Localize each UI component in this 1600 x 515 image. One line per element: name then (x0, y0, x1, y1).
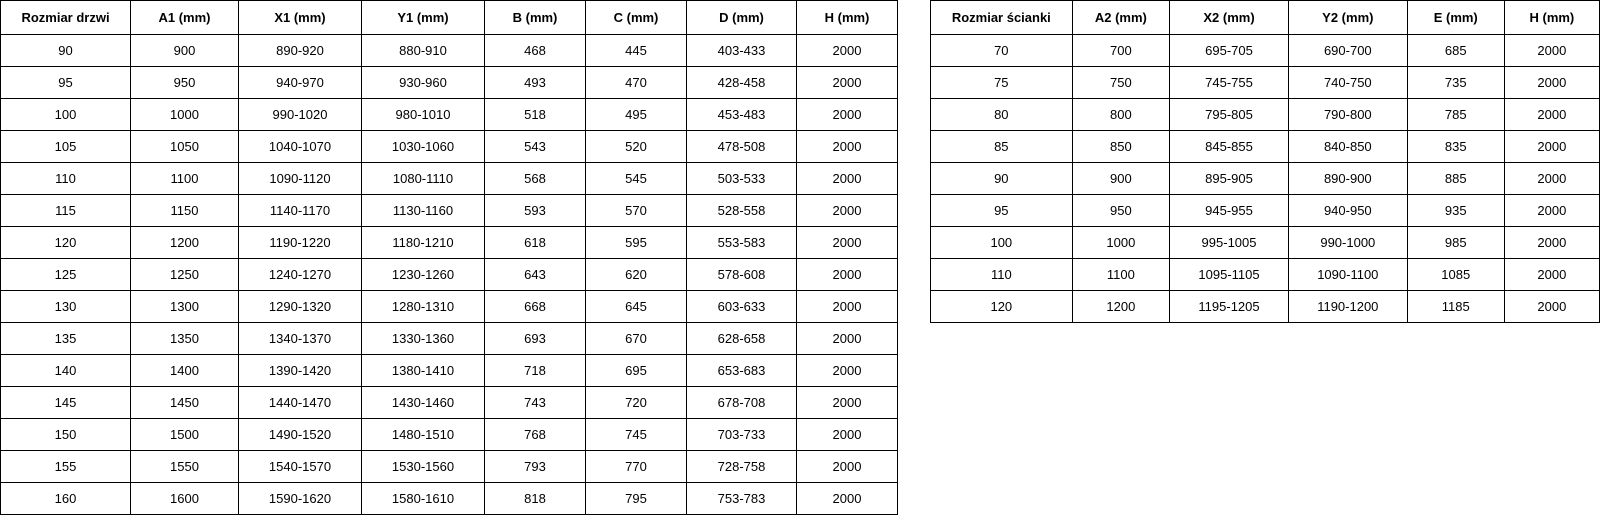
doors-cell: 1290-1320 (239, 291, 362, 323)
walls-cell: 985 (1407, 227, 1504, 259)
doors-cell: 1530-1560 (362, 451, 485, 483)
doors-cell: 603-633 (687, 291, 797, 323)
table-row (931, 259, 1600, 291)
walls-column-header: A2 (mm) (1072, 1, 1169, 35)
doors-cell: 1550 (131, 451, 239, 483)
doors-cell: 140 (1, 355, 131, 387)
doors-cell: 595 (586, 227, 687, 259)
doors-cell: 718 (485, 355, 586, 387)
table-row (1, 387, 898, 419)
doors-cell: 1050 (131, 131, 239, 163)
walls-cell: 1000 (1072, 227, 1169, 259)
doors-cell: 795 (586, 483, 687, 515)
doors-cell: 110 (1, 163, 131, 195)
table-row (1, 227, 898, 259)
table-row (931, 35, 1600, 67)
walls-cell: 685 (1407, 35, 1504, 67)
walls-cell: 945-955 (1170, 195, 1289, 227)
doors-cell: 1030-1060 (362, 131, 485, 163)
doors-cell: 553-583 (687, 227, 797, 259)
doors-cell: 745 (586, 419, 687, 451)
doors-cell: 403-433 (687, 35, 797, 67)
walls-cell: 1200 (1072, 291, 1169, 323)
walls-cell: 2000 (1504, 99, 1599, 131)
doors-cell: 115 (1, 195, 131, 227)
walls-cell: 900 (1072, 163, 1169, 195)
doors-cell: 1080-1110 (362, 163, 485, 195)
doors-cell: 2000 (797, 451, 898, 483)
doors-cell: 528-558 (687, 195, 797, 227)
doors-cell: 643 (485, 259, 586, 291)
doors-cell: 900 (131, 35, 239, 67)
walls-cell: 950 (1072, 195, 1169, 227)
table-row (1, 259, 898, 291)
walls-column-header: X2 (mm) (1170, 1, 1289, 35)
doors-cell: 478-508 (687, 131, 797, 163)
walls-dimensions-table (930, 0, 1600, 323)
doors-cell: 1100 (131, 163, 239, 195)
doors-cell: 1340-1370 (239, 323, 362, 355)
doors-cell: 1490-1520 (239, 419, 362, 451)
walls-cell: 890-900 (1288, 163, 1407, 195)
doors-cell: 470 (586, 67, 687, 99)
doors-cell: 2000 (797, 387, 898, 419)
doors-cell: 1380-1410 (362, 355, 485, 387)
doors-cell: 2000 (797, 227, 898, 259)
table-row (931, 195, 1600, 227)
walls-cell: 75 (931, 67, 1073, 99)
doors-cell: 1190-1220 (239, 227, 362, 259)
walls-column-header: H (mm) (1504, 1, 1599, 35)
walls-cell: 695-705 (1170, 35, 1289, 67)
doors-cell: 100 (1, 99, 131, 131)
doors-cell: 753-783 (687, 483, 797, 515)
doors-cell: 768 (485, 419, 586, 451)
table-row (931, 131, 1600, 163)
doors-cell: 880-910 (362, 35, 485, 67)
walls-cell: 110 (931, 259, 1073, 291)
walls-cell: 2000 (1504, 163, 1599, 195)
table-header-row (1, 1, 898, 35)
walls-column-header: Rozmiar ścianki (931, 1, 1073, 35)
doors-cell: 1040-1070 (239, 131, 362, 163)
doors-cell: 518 (485, 99, 586, 131)
doors-cell: 653-683 (687, 355, 797, 387)
doors-cell: 2000 (797, 323, 898, 355)
doors-cell: 95 (1, 67, 131, 99)
walls-cell: 785 (1407, 99, 1504, 131)
table-row (1, 291, 898, 323)
walls-cell: 1095-1105 (1170, 259, 1289, 291)
doors-cell: 468 (485, 35, 586, 67)
doors-cell: 2000 (797, 35, 898, 67)
doors-cell: 990-1020 (239, 99, 362, 131)
doors-column-header: A1 (mm) (131, 1, 239, 35)
doors-cell: 2000 (797, 483, 898, 515)
doors-cell: 1440-1470 (239, 387, 362, 419)
doors-cell: 1450 (131, 387, 239, 419)
walls-cell: 850 (1072, 131, 1169, 163)
walls-cell: 800 (1072, 99, 1169, 131)
doors-cell: 1000 (131, 99, 239, 131)
walls-cell: 2000 (1504, 227, 1599, 259)
doors-cell: 503-533 (687, 163, 797, 195)
doors-cell: 593 (485, 195, 586, 227)
doors-cell: 1240-1270 (239, 259, 362, 291)
doors-cell: 1090-1120 (239, 163, 362, 195)
table-row (1, 67, 898, 99)
doors-cell: 125 (1, 259, 131, 291)
walls-cell: 1090-1100 (1288, 259, 1407, 291)
doors-cell: 1150 (131, 195, 239, 227)
walls-cell: 935 (1407, 195, 1504, 227)
doors-cell: 980-1010 (362, 99, 485, 131)
doors-cell: 120 (1, 227, 131, 259)
table-header-row (931, 1, 1600, 35)
doors-column-header: X1 (mm) (239, 1, 362, 35)
doors-cell: 2000 (797, 259, 898, 291)
table-row (1, 419, 898, 451)
walls-cell: 80 (931, 99, 1073, 131)
walls-cell: 90 (931, 163, 1073, 195)
doors-column-header: Y1 (mm) (362, 1, 485, 35)
doors-cell: 703-733 (687, 419, 797, 451)
walls-cell: 95 (931, 195, 1073, 227)
doors-cell: 770 (586, 451, 687, 483)
doors-cell: 693 (485, 323, 586, 355)
walls-cell: 70 (931, 35, 1073, 67)
doors-cell: 1200 (131, 227, 239, 259)
doors-column-header: D (mm) (687, 1, 797, 35)
doors-cell: 155 (1, 451, 131, 483)
doors-cell: 150 (1, 419, 131, 451)
doors-cell: 645 (586, 291, 687, 323)
doors-cell: 2000 (797, 419, 898, 451)
walls-cell: 1195-1205 (1170, 291, 1289, 323)
walls-cell: 2000 (1504, 131, 1599, 163)
doors-cell: 453-483 (687, 99, 797, 131)
walls-cell: 790-800 (1288, 99, 1407, 131)
walls-cell: 990-1000 (1288, 227, 1407, 259)
walls-cell: 2000 (1504, 67, 1599, 99)
table-row (1, 451, 898, 483)
doors-cell: 890-920 (239, 35, 362, 67)
doors-cell: 495 (586, 99, 687, 131)
doors-cell: 668 (485, 291, 586, 323)
doors-cell: 2000 (797, 67, 898, 99)
doors-cell: 1540-1570 (239, 451, 362, 483)
walls-cell: 120 (931, 291, 1073, 323)
doors-cell: 620 (586, 259, 687, 291)
doors-cell: 135 (1, 323, 131, 355)
table-row (931, 291, 1600, 323)
doors-cell: 1350 (131, 323, 239, 355)
doors-cell: 1130-1160 (362, 195, 485, 227)
doors-cell: 2000 (797, 99, 898, 131)
doors-cell: 2000 (797, 131, 898, 163)
table-row (1, 195, 898, 227)
doors-cell: 930-960 (362, 67, 485, 99)
doors-cell: 130 (1, 291, 131, 323)
walls-cell: 2000 (1504, 291, 1599, 323)
doors-cell: 618 (485, 227, 586, 259)
doors-cell: 428-458 (687, 67, 797, 99)
doors-cell: 743 (485, 387, 586, 419)
walls-cell: 85 (931, 131, 1073, 163)
doors-cell: 670 (586, 323, 687, 355)
doors-cell: 90 (1, 35, 131, 67)
doors-cell: 1280-1310 (362, 291, 485, 323)
walls-cell: 795-805 (1170, 99, 1289, 131)
walls-cell: 1085 (1407, 259, 1504, 291)
doors-cell: 628-658 (687, 323, 797, 355)
walls-cell: 1190-1200 (1288, 291, 1407, 323)
walls-column-header: E (mm) (1407, 1, 1504, 35)
doors-cell: 570 (586, 195, 687, 227)
walls-cell: 840-850 (1288, 131, 1407, 163)
walls-cell: 100 (931, 227, 1073, 259)
walls-cell: 2000 (1504, 195, 1599, 227)
walls-cell: 1100 (1072, 259, 1169, 291)
doors-cell: 678-708 (687, 387, 797, 419)
walls-cell: 735 (1407, 67, 1504, 99)
walls-cell: 895-905 (1170, 163, 1289, 195)
doors-cell: 1580-1610 (362, 483, 485, 515)
doors-cell: 695 (586, 355, 687, 387)
table-row (1, 35, 898, 67)
doors-cell: 1390-1420 (239, 355, 362, 387)
walls-cell: 2000 (1504, 35, 1599, 67)
doors-column-header: B (mm) (485, 1, 586, 35)
walls-cell: 740-750 (1288, 67, 1407, 99)
doors-cell: 2000 (797, 291, 898, 323)
doors-cell: 1430-1460 (362, 387, 485, 419)
walls-cell: 1185 (1407, 291, 1504, 323)
doors-cell: 1480-1510 (362, 419, 485, 451)
table-row (931, 163, 1600, 195)
doors-cell: 728-758 (687, 451, 797, 483)
doors-cell: 1600 (131, 483, 239, 515)
doors-cell: 160 (1, 483, 131, 515)
walls-cell: 690-700 (1288, 35, 1407, 67)
doors-cell: 1300 (131, 291, 239, 323)
doors-cell: 950 (131, 67, 239, 99)
doors-cell: 1140-1170 (239, 195, 362, 227)
table-row (1, 131, 898, 163)
doors-column-header: Rozmiar drzwi (1, 1, 131, 35)
doors-cell: 2000 (797, 355, 898, 387)
table-row (931, 67, 1600, 99)
doors-cell: 1230-1260 (362, 259, 485, 291)
walls-cell: 885 (1407, 163, 1504, 195)
walls-cell: 940-950 (1288, 195, 1407, 227)
doors-cell: 2000 (797, 195, 898, 227)
doors-cell: 493 (485, 67, 586, 99)
doors-cell: 940-970 (239, 67, 362, 99)
doors-cell: 2000 (797, 163, 898, 195)
doors-cell: 105 (1, 131, 131, 163)
doors-cell: 545 (586, 163, 687, 195)
doors-column-header: H (mm) (797, 1, 898, 35)
table-row (1, 163, 898, 195)
table-row (1, 355, 898, 387)
doors-cell: 578-608 (687, 259, 797, 291)
doors-cell: 520 (586, 131, 687, 163)
walls-cell: 995-1005 (1170, 227, 1289, 259)
doors-cell: 793 (485, 451, 586, 483)
table-row (1, 99, 898, 131)
table-row (931, 227, 1600, 259)
doors-cell: 818 (485, 483, 586, 515)
table-row (1, 483, 898, 515)
doors-cell: 1180-1210 (362, 227, 485, 259)
doors-cell: 543 (485, 131, 586, 163)
doors-cell: 720 (586, 387, 687, 419)
doors-cell: 145 (1, 387, 131, 419)
walls-dimensions-table-container (930, 0, 1600, 323)
table-row (1, 323, 898, 355)
doors-cell: 1500 (131, 419, 239, 451)
walls-cell: 2000 (1504, 259, 1599, 291)
walls-column-header: Y2 (mm) (1288, 1, 1407, 35)
walls-cell: 835 (1407, 131, 1504, 163)
walls-cell: 845-855 (1170, 131, 1289, 163)
doors-cell: 445 (586, 35, 687, 67)
doors-cell: 1330-1360 (362, 323, 485, 355)
doors-cell: 568 (485, 163, 586, 195)
walls-cell: 745-755 (1170, 67, 1289, 99)
doors-cell: 1590-1620 (239, 483, 362, 515)
walls-cell: 700 (1072, 35, 1169, 67)
doors-cell: 1400 (131, 355, 239, 387)
walls-cell: 750 (1072, 67, 1169, 99)
doors-cell: 1250 (131, 259, 239, 291)
table-row (931, 99, 1600, 131)
doors-column-header: C (mm) (586, 1, 687, 35)
